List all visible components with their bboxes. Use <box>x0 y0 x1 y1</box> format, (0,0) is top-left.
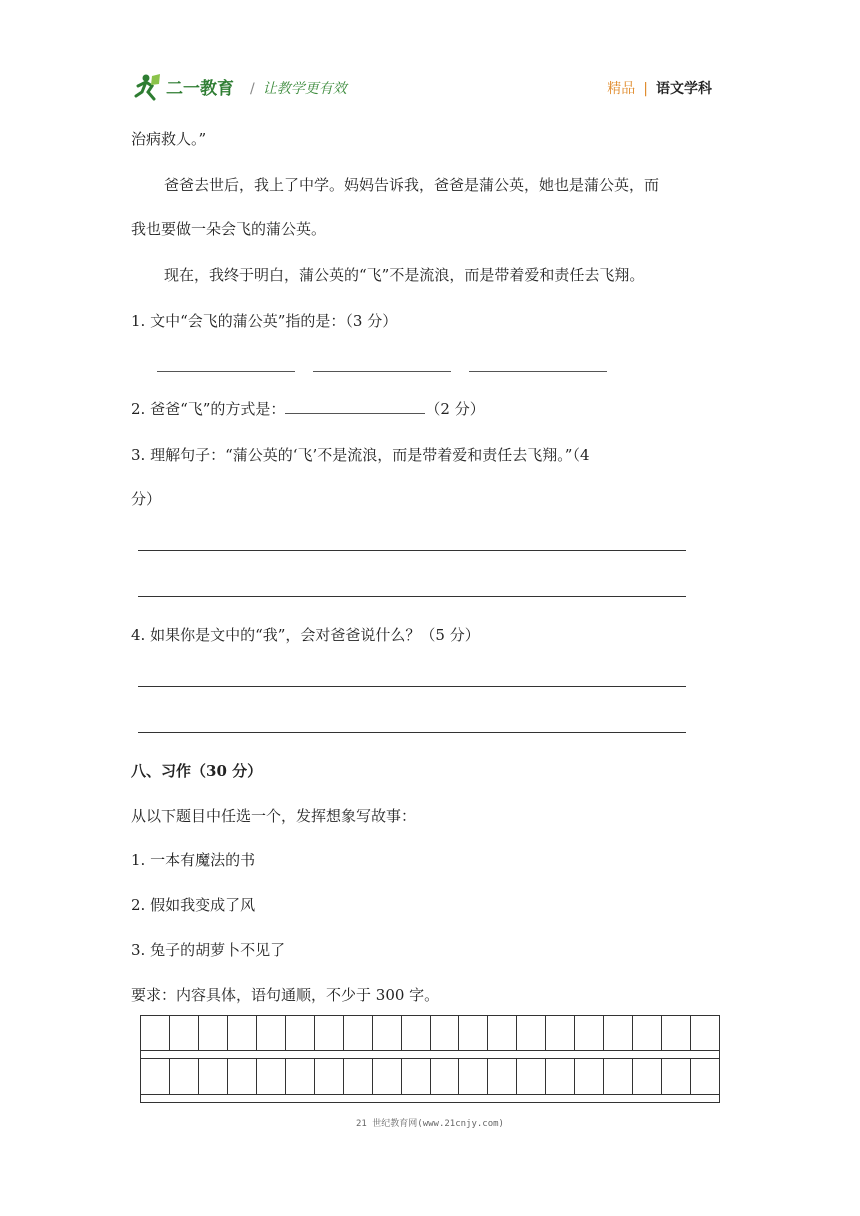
grid-row[interactable] <box>140 1015 720 1051</box>
passage-line: 爸爸去世后，我上了中学。妈妈告诉我，爸爸是蒲公英，她也是蒲公英，而 <box>164 176 660 194</box>
brand-logo <box>132 72 242 102</box>
section-heading: 八、习作（30 分） <box>131 762 263 780</box>
topic-item: 2. 假如我变成了风 <box>131 896 256 914</box>
writing-intro: 从以下题目中任选一个，发挥想象写故事： <box>131 807 417 825</box>
passage-line: 现在，我终于明白，蒲公英的“飞”不是流浪，而是带着爱和责任去飞翔。 <box>164 266 645 284</box>
grid-row[interactable] <box>140 1059 720 1095</box>
logo-text: 二一教育 <box>166 79 234 99</box>
question-3: 3. 理解句子：“蒲公英的‘飞’不是流浪，而是带着爱和责任去飞翔。”（4 <box>131 446 590 464</box>
passage-line: 治病救人。” <box>131 130 207 148</box>
writing-requirement: 要求：内容具体，语句通顺，不少于 300 字。 <box>131 986 440 1004</box>
subject-label: 语文学科 <box>656 81 712 97</box>
page-footer: 21 世纪教育网(www.21cnjy.com) <box>356 1119 504 1129</box>
grid-spacer <box>140 1051 720 1059</box>
runner-icon <box>132 72 242 102</box>
slogan <box>250 78 347 98</box>
tag-divider: | <box>643 81 648 97</box>
topic-item: 1. 一本有魔法的书 <box>131 851 256 869</box>
answer-blank[interactable] <box>469 370 607 372</box>
answer-line[interactable] <box>138 595 686 597</box>
subject-tag <box>607 78 712 98</box>
question-2-score: （2 分） <box>425 400 485 418</box>
answer-blank[interactable] <box>313 370 451 372</box>
question-4: 4. 如果你是文中的“我”，会对爸爸说什么？（5 分） <box>131 626 480 644</box>
answer-line[interactable] <box>138 731 686 733</box>
answer-blank[interactable] <box>157 370 295 372</box>
quality-label: 精品 <box>607 81 636 97</box>
writing-grid[interactable] <box>140 1015 720 1103</box>
grid-spacer <box>140 1095 720 1103</box>
answer-blank[interactable] <box>285 399 425 414</box>
question-3-cont: 分） <box>131 490 162 508</box>
question-1: 1. 文中“会飞的蒲公英”指的是：（3 分） <box>131 312 398 330</box>
slogan-text: 让教学更有效 <box>262 81 347 97</box>
topic-item: 3. 兔子的胡萝卜不见了 <box>131 941 286 959</box>
answer-line[interactable] <box>138 685 686 687</box>
question-2 <box>131 398 485 420</box>
page-header <box>132 70 722 106</box>
answer-line[interactable] <box>138 549 686 551</box>
passage-line: 我也要做一朵会飞的蒲公英。 <box>131 220 327 238</box>
question-2-prompt: 2. 爸爸“飞”的方式是： <box>131 400 286 418</box>
slogan-separator: / <box>250 81 255 97</box>
